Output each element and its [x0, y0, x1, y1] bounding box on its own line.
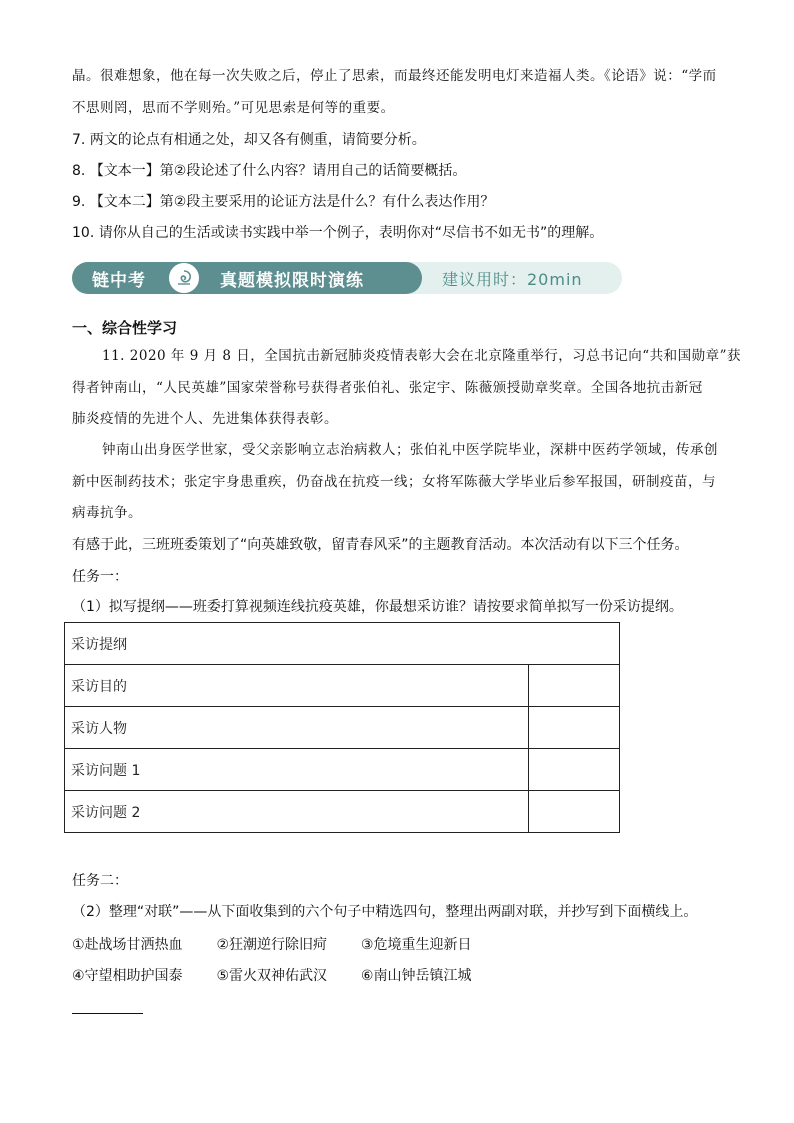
intro-line-2: 不思则罔，思而不学则殆。”可见思索是何等的重要。: [72, 100, 395, 116]
task2-prompt: （2）整理“对联”——从下面收集到的六个句子中精选四句，整理出两副对联，并抄写到下面横线上。: [72, 904, 698, 920]
task2-label: 任务二：: [72, 873, 128, 889]
option-6: ⑥南山钟岳镇江城: [360, 968, 472, 984]
option-2: ②狂潮逆行除旧疴: [216, 937, 328, 953]
option-3: ③危境重生迎新日: [360, 937, 472, 953]
question-10: 10. 请你从自己的生活或读书实践中举一个例子，表明你对“尽信书不如无书”的理解。: [72, 225, 604, 241]
task1-label: 任务一：: [72, 569, 128, 585]
table-row: [65, 665, 620, 707]
passage-line-4: 钟南山出身医学世家，受父亲影响立志治病救人；张伯礼中医学院毕业，深耕中医药学领域，传承创: [102, 442, 718, 458]
table-row: [65, 749, 620, 791]
passage-line-5: 新中医制药技术；张定宇身患重疾，仍奋战在抗疫一线；女将军陈薇大学毕业后参军报国，研制疫苗，与: [72, 474, 716, 490]
intro-line-1: 晶。很难想象，他在每一次失败之后，停止了思索，而最终还能发明电灯来造福人类。《论语》说：“学而: [72, 68, 717, 84]
option-5: ⑤雷火双神佑武汉: [216, 968, 328, 984]
question-9: 9. 【文本二】第②段主要采用的论证方法是什么？有什么表达作用？: [72, 194, 495, 210]
passage-line-3: 肺炎疫情的先进个人、先进集体获得表彰。: [72, 411, 338, 427]
table-label-cell: 采访问题 1: [65, 749, 529, 791]
options-row-2: [72, 965, 471, 985]
option-4: ④守望相助护国泰: [72, 968, 183, 984]
question-8: 8. 【文本一】第②段论述了什么内容？请用自己的话简要概括。: [72, 163, 467, 179]
banner-time-label: 建议用时：20min: [442, 270, 583, 289]
table-row: [65, 791, 620, 833]
section-title: 一、综合性学习: [72, 319, 178, 337]
banner-left-label: 链中考: [92, 271, 146, 291]
answer-cell[interactable]: [529, 749, 620, 791]
answer-cell[interactable]: [529, 665, 620, 707]
section-banner: [72, 262, 622, 294]
banner-mid-label: 真题模拟限时演练: [220, 271, 364, 291]
answer-cell[interactable]: [529, 707, 620, 749]
table-header-cell: 采访提纲: [65, 623, 620, 665]
activity-line: 有感于此，三班班委策划了“向英雄致敬，留青春风采”的主题教育活动。本次活动有以下三个任务。: [72, 537, 689, 553]
interview-outline-table: [64, 622, 620, 833]
passage-line-1: 11. 2020 年 9 月 8 日，全国抗击新冠肺炎疫情表彰大会在北京隆重举行，习总书记向“共和国勋章”获: [102, 348, 742, 364]
answer-cell[interactable]: [529, 791, 620, 833]
answer-underline[interactable]: [72, 1013, 143, 1014]
option-1: ①赴战场甘洒热血: [72, 937, 183, 953]
options-row-1: [72, 934, 471, 954]
table-label-cell: 采访人物: [65, 707, 529, 749]
task1-prompt: （1）拟写提纲——班委打算视频连线抗疫英雄，你最想采访谁？请按要求简单拟写一份采访提纲。: [72, 599, 683, 615]
table-label-cell: 采访目的: [65, 665, 529, 707]
table-row: [65, 623, 620, 665]
question-7: 7. 两文的论点有相通之处，却又各有侧重，请简要分析。: [72, 132, 426, 148]
passage-line-6: 病毒抗争。: [72, 505, 142, 521]
passage-line-2: 得者钟南山，“人民英雄”国家荣誉称号获得者张伯礼、张定宇、陈薇颁授勋章奖章。全国各地抗击新冠: [72, 380, 703, 396]
table-row: [65, 707, 620, 749]
table-label-cell: 采访问题 2: [65, 791, 529, 833]
spiral-swirl-icon: [168, 262, 200, 294]
